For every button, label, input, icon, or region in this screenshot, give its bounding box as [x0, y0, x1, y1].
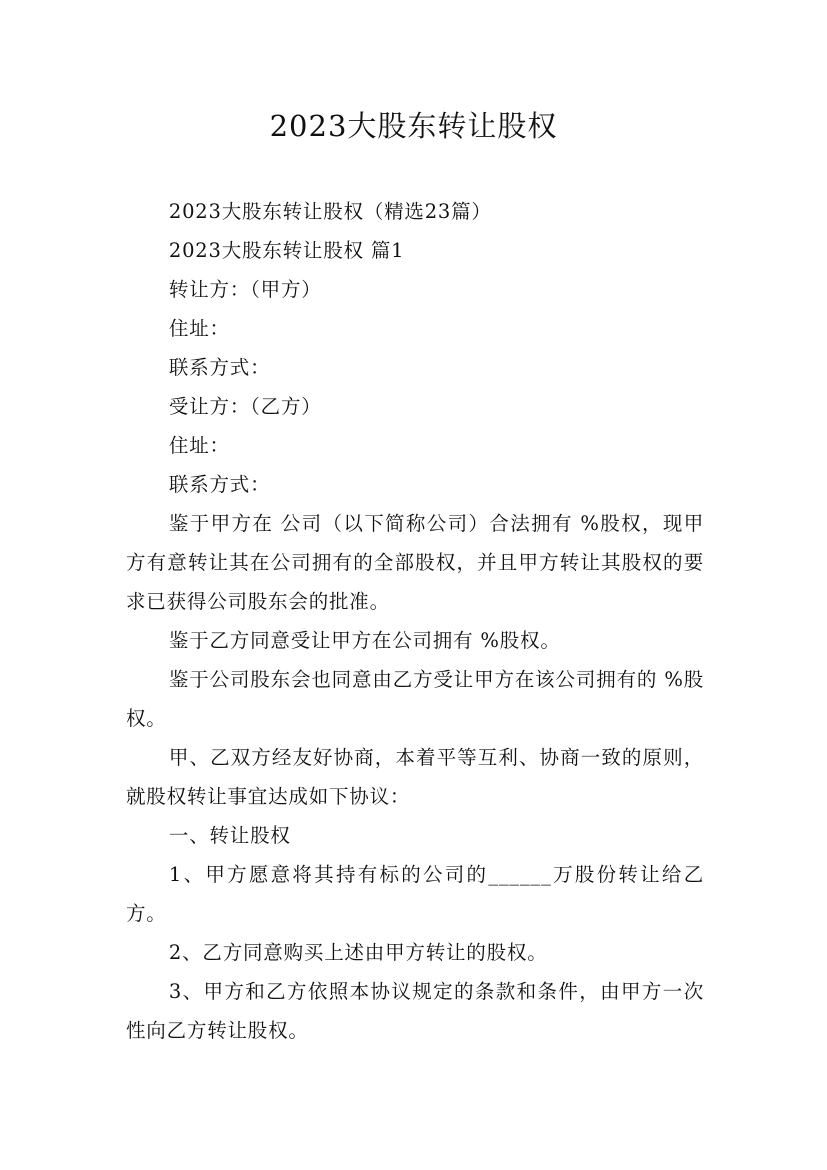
document-title: 2023大股东转让股权 [269, 109, 558, 143]
paragraph-agreement-intro: 甲、乙双方经友好协商，本着平等互利、协商一致的原则，就股权转让事宜达成如下协议： [126, 746, 704, 808]
paragraph-clause-heading: 一、转让股权 [168, 824, 291, 847]
paragraph-transferee-address: 住址： [168, 434, 230, 457]
paragraph-clause-3: 3、甲方和乙方依照本协议规定的条款和条件，由甲方一次性向乙方转让股权。 [126, 980, 704, 1042]
paragraph-recital-3: 鉴于公司股东会也同意由乙方受让甲方在该公司拥有的 %股权。 [126, 668, 704, 730]
document-body [126, 192, 704, 1050]
paragraph-transferor-address: 住址： [168, 317, 230, 340]
paragraph-transferor: 转让方：（甲方） [168, 278, 322, 301]
paragraph-clause-2: 2、乙方同意购买上述由甲方转让的股权。 [168, 941, 548, 964]
paragraph-section-heading: 2023大股东转让股权 篇1 [168, 239, 405, 262]
paragraph-recital-2: 鉴于乙方同意受让甲方在公司拥有 %股权。 [168, 629, 561, 652]
paragraph-subtitle: 2023大股东转让股权（精选23篇） [168, 200, 492, 223]
paragraph-clause-1: 1、甲方愿意将其持有标的公司的______万股份转让给乙方。 [126, 863, 704, 925]
paragraph-transferee-contact: 联系方式： [168, 473, 271, 496]
paragraph-transferee: 受让方：（乙方） [168, 395, 322, 418]
paragraph-recital-1: 鉴于甲方在 公司（以下简称公司）合法拥有 %股权，现甲方有意转让其在公司拥有的全部股权，并且甲方转让其股权的要求已获得公司股东会的批准。 [126, 512, 704, 613]
paragraph-transferor-contact: 联系方式： [168, 356, 271, 379]
